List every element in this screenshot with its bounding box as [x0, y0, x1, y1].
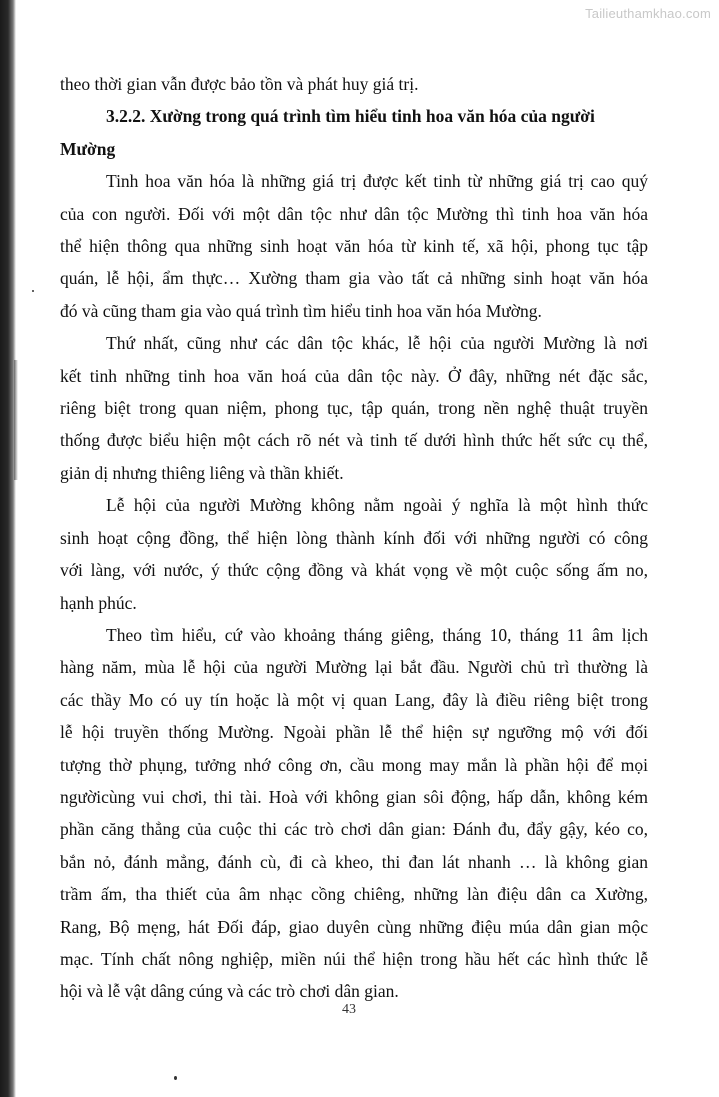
watermark-text: Tailieuthamkhao.com [585, 6, 711, 21]
paragraph-line: Theo tìm hiểu, cứ vào khoảng tháng giêng, tháng 10, tháng 11 âm lịch [106, 624, 648, 645]
paragraph-line: kết tinh những tinh hoa văn hoá của dân tộc này. Ở đây, những nét đặc sắc, [60, 365, 648, 386]
paragraph-line: các thầy Mo có uy tín hoặc là một vị quan Lang, đây là điều riêng biệt trong [60, 689, 648, 710]
page-number: 43 [342, 1002, 356, 1017]
paragraph-line: bắn nỏ, đánh mẳng, đánh cù, đi cà kheo, thi đan lát nhanh … là không gian [60, 851, 648, 872]
paragraph-line: trầm ấm, tha thiết của âm nhạc cồng chiêng, những làn điệu dân ca Xường, [60, 884, 648, 905]
scan-edge-shadow [14, 360, 18, 480]
paragraph-line: Rang, Bộ mẹng, hát Đối đáp, giao duyên cùng những điệu múa dân gian mộc [60, 916, 648, 937]
paragraph-line: mạc. Tính chất nông nghiệp, miền núi thể hiện trong hầu hết các hình thức lễ [60, 948, 648, 969]
paragraph-line: phần căng thẳng của cuộc thi các trò chơi dân gian: Đánh đu, đẩy gậy, kéo co, [60, 819, 648, 840]
scan-speck [174, 1076, 177, 1080]
paragraph-line: thể hiện thông qua những sinh hoạt văn hóa từ kinh tế, xã hội, phong tục tập [60, 236, 648, 257]
paragraph-line: đó và cũng tham gia vào quá trình tìm hiểu tinh hoa văn hóa Mường. [60, 300, 542, 321]
scan-left-edge [0, 0, 16, 1097]
paragraph-line: hội và lễ vật dâng cúng và các trò chơi dân gian. [60, 981, 399, 1002]
paragraph-line: sinh hoạt cộng đồng, thể hiện lòng thành kính đối với những người có công [60, 527, 648, 548]
paragraph-line: lễ hội truyền thống Mường. Ngoài phần lễ thể hiện sự ngưỡng mộ với đối [60, 722, 648, 743]
paragraph-line: hạnh phúc. [60, 592, 137, 613]
scan-speck [32, 290, 34, 292]
paragraph-line: riêng biệt trong quan niệm, phong tục, tập quán, trong nền nghệ thuật truyền [60, 398, 648, 419]
paragraph-line: Tinh hoa văn hóa là những giá trị được kết tinh từ những giá trị cao quý [106, 171, 648, 192]
text-line: theo thời gian vẫn được bảo tồn và phát huy giá trị. [60, 74, 419, 94]
paragraph-line: ngườicùng vui chơi, thi tài. Hoà với không gian sôi động, hấp dẫn, không kém [60, 786, 648, 807]
paragraph-line: thống được biểu hiện một cách rõ nét và tinh tế dưới hình thức hết sức cụ thể, [60, 430, 648, 451]
paragraph-line: Thứ nhất, cũng như các dân tộc khác, lễ hội của người Mường là nơi [106, 333, 648, 354]
paragraph-line: với làng, với nước, ý thức cộng đồng và khát vọng về một cuộc sống ấm no, [60, 560, 648, 581]
section-heading: 3.2.2. Xường trong quá trình tìm hiểu tinh hoa văn hóa của người [106, 106, 595, 127]
paragraph-line: giản dị nhưng thiêng liêng và thần khiết. [60, 462, 344, 483]
paragraph-line: hàng năm, mùa lễ hội của người Mường lại bắt đầu. Người chủ trì thường là [60, 657, 648, 678]
paragraph-line: Lễ hội của người Mường không nằm ngoài ý nghĩa là một hình thức [106, 495, 648, 516]
document-page [60, 68, 652, 1008]
paragraph-line: tượng thờ phụng, tưởng nhớ công ơn, cầu mong may mắn là phần hội để mọi [60, 754, 648, 775]
paragraph-line: của con người. Đối với một dân tộc như dân tộc Mường thì tinh hoa văn hóa [60, 203, 648, 224]
paragraph-line: quán, lễ hội, ẩm thực… Xường tham gia vào tất cả những sinh hoạt văn hóa [60, 268, 648, 289]
section-heading-continued: Mường [60, 138, 116, 159]
